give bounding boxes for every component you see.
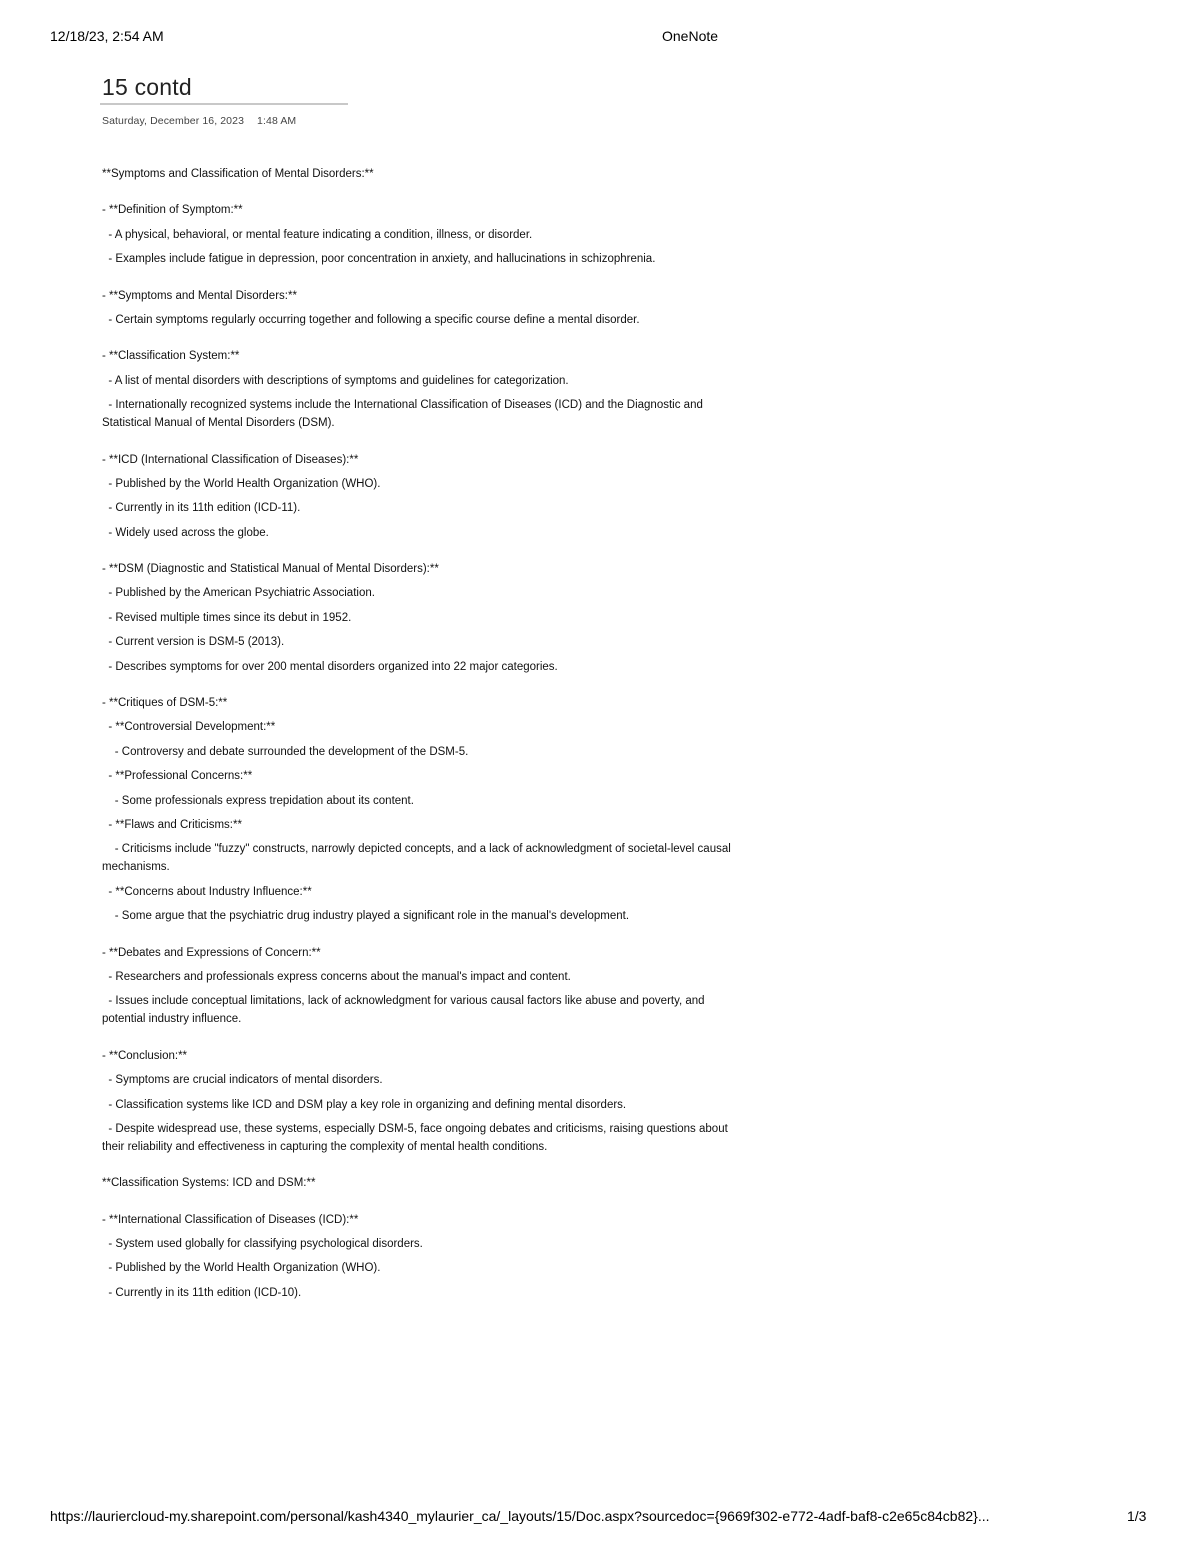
blank-line <box>102 439 742 451</box>
title-underline <box>100 103 348 105</box>
page-time: 1:48 AM <box>257 115 297 127</box>
note-line: - Despite widespread use, these systems, especially DSM-5, face ongoing debates and criticisms, raising questions about their reliability and effectiveness in capturing the complexity of mental health conditions. <box>102 1122 731 1153</box>
page-number: 1/3 <box>1127 1508 1147 1524</box>
blank-line <box>102 275 742 287</box>
note-line: - System used globally for classifying psychological disorders. <box>102 1238 423 1251</box>
note-line: - **Critiques of DSM-5:** <box>102 697 228 710</box>
blank-line <box>102 1162 742 1174</box>
note-line: - Describes symptoms for over 200 mental disorders organized into 22 major categories. <box>102 660 558 673</box>
note-line: - **DSM (Diagnostic and Statistical Manual of Mental Disorders):** <box>102 563 439 576</box>
print-footer <box>0 1508 1200 1528</box>
print-app-name: OneNote <box>662 28 719 44</box>
page-title[interactable]: 15 contd <box>102 74 192 100</box>
note-line: - A list of mental disorders with descriptions of symptoms and guidelines for categorization. <box>102 374 569 387</box>
note-line: - Classification systems like ICD and DSM play a key role in organizing and defining mental disorders. <box>102 1098 627 1111</box>
note-line: - Internationally recognized systems include the International Classification of Diseases (ICD) and the Diagnostic and Statistical Manual of Mental Disorders (DSM). <box>102 399 707 430</box>
blank-line <box>102 1199 742 1211</box>
page-url: https://lauriercloud-my.sharepoint.com/personal/kash4340_mylaurier_ca/_layouts/15/Doc.aspx?sourcedoc={9669f302-e772-4adf-baf8-c2e65c84cb82}... <box>50 1508 990 1524</box>
note-line: - **International Classification of Diseases (ICD):** <box>102 1213 359 1226</box>
blank-line <box>102 682 742 694</box>
note-line: - Controversy and debate surrounded the development of the DSM-5. <box>102 745 469 758</box>
note-line: - Current version is DSM-5 (2013). <box>102 636 285 649</box>
note-line: - **Debates and Expressions of Concern:** <box>102 946 321 959</box>
note-line: - **Professional Concerns:** <box>102 770 253 783</box>
note-line: - **Symptoms and Mental Disorders:** <box>102 289 297 302</box>
note-line: - Widely used across the globe. <box>102 526 269 539</box>
note-line: - Examples include fatigue in depression, poor concentration in anxiety, and hallucinations in schizophrenia. <box>102 253 656 266</box>
note-line: - Symptoms are crucial indicators of mental disorders. <box>102 1074 383 1087</box>
page-date: Saturday, December 16, 2023 <box>102 115 245 127</box>
note-line: - A physical, behavioral, or mental feature indicating a condition, illness, or disorder. <box>102 228 533 241</box>
note-line: - Issues include conceptual limitations, lack of acknowledgment for various causal factors like abuse and poverty, and potential industry influence. <box>102 995 708 1026</box>
note-line: - Some professionals express trepidation about its content. <box>102 794 414 807</box>
note-line: **Symptoms and Classification of Mental Disorders:** <box>102 168 374 180</box>
note-content[interactable] <box>102 165 742 1308</box>
note-line: - Published by the World Health Organization (WHO). <box>102 1262 381 1275</box>
note-line: - **ICD (International Classification of Diseases):** <box>102 453 359 466</box>
note-line: **Classification Systems: ICD and DSM:** <box>102 1177 316 1190</box>
note-line: - Published by the World Health Organization (WHO). <box>102 477 381 490</box>
note-line: - Certain symptoms regularly occurring together and following a specific course define a mental disorder. <box>102 313 640 326</box>
blank-line <box>102 335 742 347</box>
note-line: - Currently in its 11th edition (ICD-10). <box>102 1286 302 1299</box>
note-line: - Some argue that the psychiatric drug industry played a significant role in the manual's development. <box>102 910 630 923</box>
print-header <box>0 28 1200 48</box>
blank-line <box>102 548 742 560</box>
note-line: - Criticisms include "fuzzy" constructs, narrowly depicted concepts, and a lack of acknowledgment of societal-level causal mechanisms. <box>102 843 735 874</box>
note-line: - **Conclusion:** <box>102 1049 188 1062</box>
blank-line <box>102 189 742 201</box>
note-line: - Revised multiple times since its debut in 1952. <box>102 611 352 624</box>
note-line: - **Definition of Symptom:** <box>102 204 243 217</box>
note-line: - **Controversial Development:** <box>102 721 276 734</box>
note-line: - Researchers and professionals express concerns about the manual's impact and content. <box>102 970 571 983</box>
page-created-meta <box>102 115 296 127</box>
note-line: - Published by the American Psychiatric Association. <box>102 587 375 600</box>
note-line: - **Flaws and Criticisms:** <box>102 818 242 831</box>
blank-line <box>102 932 742 944</box>
note-line: - **Classification System:** <box>102 350 240 363</box>
blank-line <box>102 1035 742 1047</box>
print-datetime: 12/18/23, 2:54 AM <box>50 28 164 44</box>
note-line: - **Concerns about Industry Influence:** <box>102 885 312 898</box>
note-line: - Currently in its 11th edition (ICD-11). <box>102 502 301 515</box>
